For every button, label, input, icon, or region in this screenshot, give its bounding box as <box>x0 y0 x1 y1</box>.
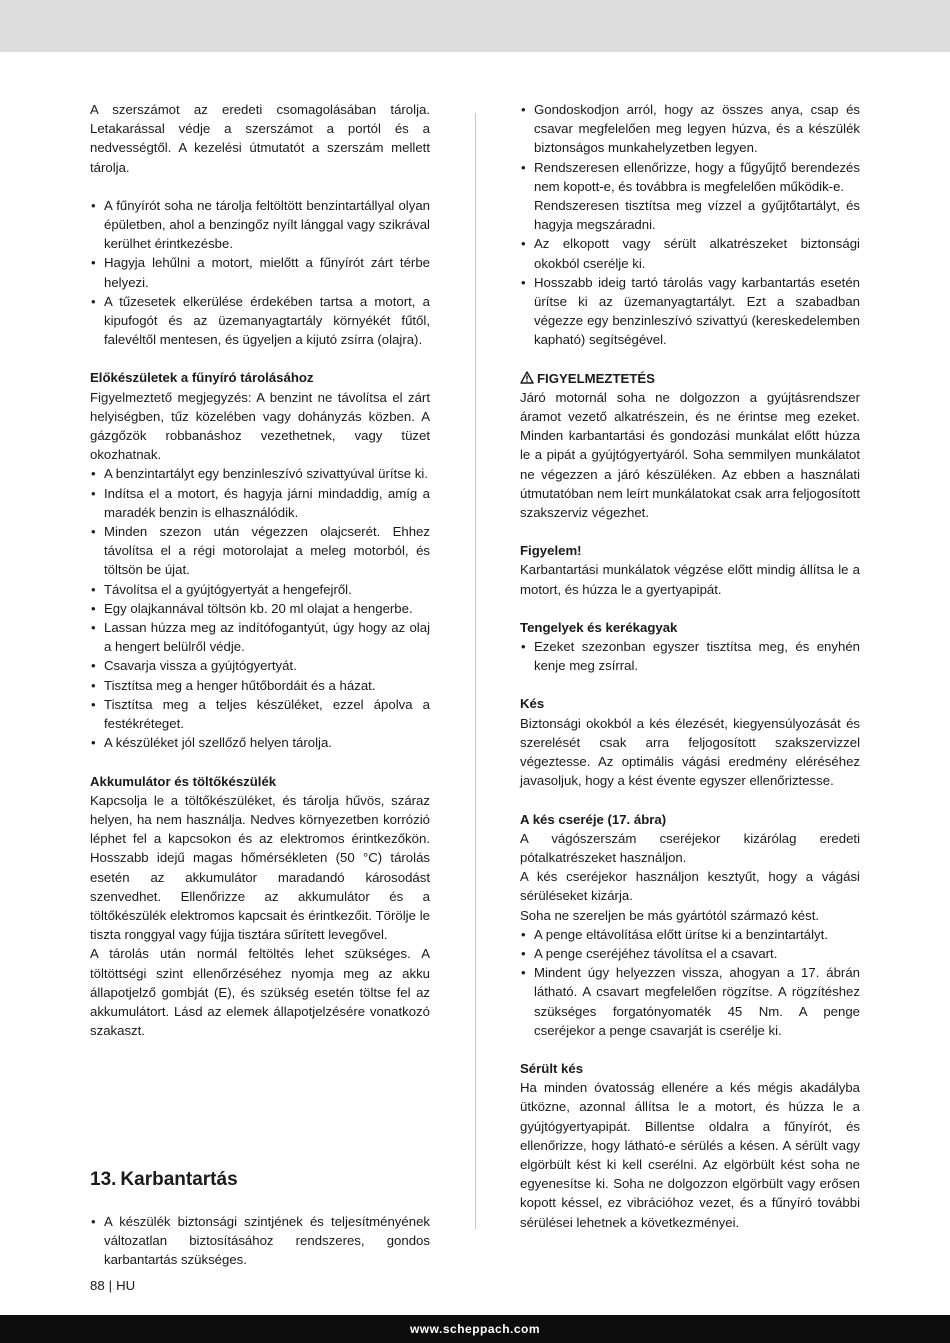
page-language: HU <box>116 1278 136 1293</box>
website-link[interactable]: www.scheppach.com <box>409 1322 541 1336</box>
blade-change-list <box>520 925 860 1040</box>
storage-list <box>90 196 430 350</box>
attention-text: Karbantartási munkálatok végzése előtt mindig állítsa le a motort, és húzza le a gyertyapipát. <box>520 562 860 597</box>
list-item: • Egy olajkannával töltsön kb. 20 ml olajat a hengerbe. <box>90 599 430 618</box>
list-item: • Csavarja vissza a gyújtógyertyát. <box>90 656 430 675</box>
column-divider <box>475 113 476 1229</box>
section-title <box>90 1167 238 1193</box>
prep-text: Figyelmeztető megjegyzés: A benzint ne távolítsa el zárt helyiségben, tűz közelében vagy dohányzás közben. A gázgőzök robbanáshoz vezethetnek, vagy tüzet okozhatnak. <box>90 389 430 463</box>
battery-heading: Akkumulátor és töltőkészülék <box>90 773 277 789</box>
list-item: • Távolítsa el a gyújtógyertyát a hengefejről. <box>90 580 430 599</box>
damaged-blade-heading: Sérült kés <box>520 1060 584 1076</box>
warning-text: Járó motornál soha ne dolgozzon a gyújtásrendszer áramot vezető alkatrészein, és ne érintse meg ezeket. Minden karbantartási és gondozási munkálat előtt húzza le a pipát a gyújtógyertyáról. Soha semmilyen munkálatot ne végezzen a járó készüléken. Az ebben a használati útmutatóban nem leírt munkálatokat csak arra feljogosított szakszerviz végezhet. <box>520 389 860 521</box>
axles-list <box>520 637 860 675</box>
blade-heading: Kés <box>520 696 545 712</box>
list-item: • Ezeket szezonban egyszer tisztítsa meg, és enyhén kenje meg zsírral. <box>520 637 860 675</box>
list-item: • A készüléket jól szellőző helyen tárolja. <box>90 733 430 752</box>
maintenance-list <box>520 234 860 349</box>
list-item: • Mindent úgy helyezzen vissza, ahogyan a 17. ábrán látható. A csavart megfelelően rögzítse. A rögzítéshez szükséges forgatónyomaték 45 Nm. A penge cseréjekor a penge csavarját is cserélje ki. <box>520 963 860 1040</box>
list-item: • A penge cseréjéhez távolítsa el a csavart. <box>520 944 860 963</box>
prep-list <box>90 464 430 752</box>
list-item: • Minden szezon után végezzen olajcserét. Ehhez távolítsa el a régi motorolajat a meleg motorból, és töltsön be újat. <box>90 522 430 580</box>
list-item: • A tűzesetek elkerülése érdekében tartsa a motort, a kipufogót és az üzemanyagtartály környékét fűtől, falevéltől mentesen, és ügyeljen a kijutó zsírra (olajra). <box>90 292 430 350</box>
list-item: • Tisztítsa meg a henger hűtőbordáit és a házat. <box>90 676 430 695</box>
list-item: • Lassan húzza meg az indítófogantyút, úgy hogy az olaj a hengert belülről védje. <box>90 618 430 656</box>
page-footer <box>90 1276 135 1295</box>
blade-change-text: Soha ne szereljen be más gyártótól származó kést. <box>520 907 820 923</box>
prep-heading: Előkészületek a fűnyíró tárolásához <box>90 370 314 386</box>
list-item: • A fűnyírót soha ne tárolja feltöltött benzintartállyal olyan épületben, ahol a benzingőz nyílt lánggal vagy szikrával kerülhet érintkezésbe. <box>90 196 430 254</box>
warning-heading-text: FIGYELMEZTETÉS <box>537 370 655 386</box>
battery-paragraph: Kapcsolja le a töltőkészüléket, és tárolja hűvös, száraz helyen, ha nem használja. Nedves környezetben korrózió léphet fel a kapcsokon és az elektromos érintkezőkön. Hosszabb idejű magas hőmérsékleten (50 °C) tárolás esetén az akkumulátor maradandó károsodást szenvedhet. Ellenőrizze az akkumulátor és a töltőkészülék elektromos kapcsait és érintkezőit. Törölje le tiszta ronggyal vagy fújja tisztára sűrített levegővel. <box>90 792 430 943</box>
warning-triangle-icon <box>520 371 534 384</box>
blade-change-text: A vágószerszám cseréjekor kizárólag eredeti pótalkatrészeket használjon. <box>520 830 860 865</box>
damaged-blade-text: Ha minden óvatosság ellenére a kés mégis akadályba ütközne, azonnal állítsa le a motort, és húzza le a gyújtógyertyapipát. Billentse oldalra a fűnyírót, és ellenőrizze, hogy látható-e sérülés a késen. A sérült vagy elgörbült kést ki kell cserélni. Az elgörbült kést soha ne egyenesítse ki. Soha ne dolgozzon elgörbült vagy erősen kopott késsel, ez vibrációhoz vezet, és a fűnyíró további sérülései lehetnek a következményei. <box>520 1080 860 1230</box>
list-item: • Tisztítsa meg a teljes készüléket, ezzel ápolva a festékréteget. <box>90 695 430 733</box>
blade-change-text: A kés cseréjekor használjon kesztyűt, hogy a vágási sérüléseket kizárja. <box>520 869 860 904</box>
section-title-text: Karbantartás <box>120 1169 238 1190</box>
footer-band <box>0 1315 950 1343</box>
axles-heading: Tengelyek és kerékagyak <box>520 619 678 635</box>
list-item: • A benzintartályt egy benzinleszívó szivattyúval ürítse ki. <box>90 464 430 483</box>
section-number: 13. <box>90 1169 117 1190</box>
list-item: • Gondoskodjon arról, hogy az összes anya, csap és csavar megfelelően meg legyen húzva, és a készülék biztonságos munkahelyzetben legyen. <box>520 100 860 158</box>
maintenance-list <box>520 100 860 196</box>
right-column <box>520 100 860 1232</box>
list-item: • Indítsa el a motort, és hagyja járni mindaddig, amíg a maradék benzin is elhasználódik. <box>90 484 430 522</box>
page-separator: | <box>108 1278 113 1293</box>
page-number: 88 <box>90 1278 105 1293</box>
header-band <box>0 0 950 52</box>
list-item: • A készülék biztonsági szintjének és teljesítményének változatlan biztosításához rendszeres, gondos karbantartás szükséges. <box>90 1212 430 1270</box>
battery-paragraph: A tárolás után normál feltöltés lehet szükséges. A töltöttségi szint ellenőrzéséhez nyomja meg az akku állapotjelző gombját (E), és szükség esetén töltse fel az akkumulátort. Lásd az elemek állapotjelzésére vonatkozó szakaszt. <box>90 946 430 1039</box>
warning-heading <box>520 369 860 388</box>
list-item: • Rendszeresen ellenőrizze, hogy a fűgyűjtő berendezés nem kopott-e, és továbbra is megfelelően működik-e. <box>520 158 860 196</box>
blade-change-heading: A kés cseréje (17. ábra) <box>520 811 667 827</box>
list-item: • A penge eltávolítása előtt ürítse ki a benzintartályt. <box>520 925 860 944</box>
blade-text: Biztonsági okokból a kés élezését, kiegyensúlyozását és szerelését csak arra feljogosított szakszervizzel végeztesse. Az optimális vágási eredmény eléréséhez javasoljuk, hogy a kést évente egyszer ellenőriztesse. <box>520 715 860 789</box>
storage-intro: A szerszámot az eredeti csomagolásában tárolja. Letakarással védje a szerszámot a portól és a nedvességtől. A kezelési útmutatót a szerszám mellett tárolja. <box>90 102 430 175</box>
left-column <box>90 100 430 1040</box>
list-item: • Hosszabb ideig tartó tárolás vagy karbantartás esetén ürítse ki az üzemanyagtartályt. Ezt a szabadban végezze egy benzinleszívó szivattyú (kereskedelemben kapható) segítségével. <box>520 273 860 350</box>
maintenance-intro <box>90 1212 430 1270</box>
list-item: • Az elkopott vagy sérült alkatrészeket biztonsági okokból cserélje ki. <box>520 234 860 272</box>
attention-heading: Figyelem! <box>520 543 582 559</box>
list-sub-text: Rendszeresen tisztítsa meg vízzel a gyűjtőtartályt, és hagyja megszáradni. <box>534 198 860 233</box>
list-item: • Hagyja lehűlni a motort, mielőtt a fűnyírót zárt térbe helyezi. <box>90 253 430 291</box>
